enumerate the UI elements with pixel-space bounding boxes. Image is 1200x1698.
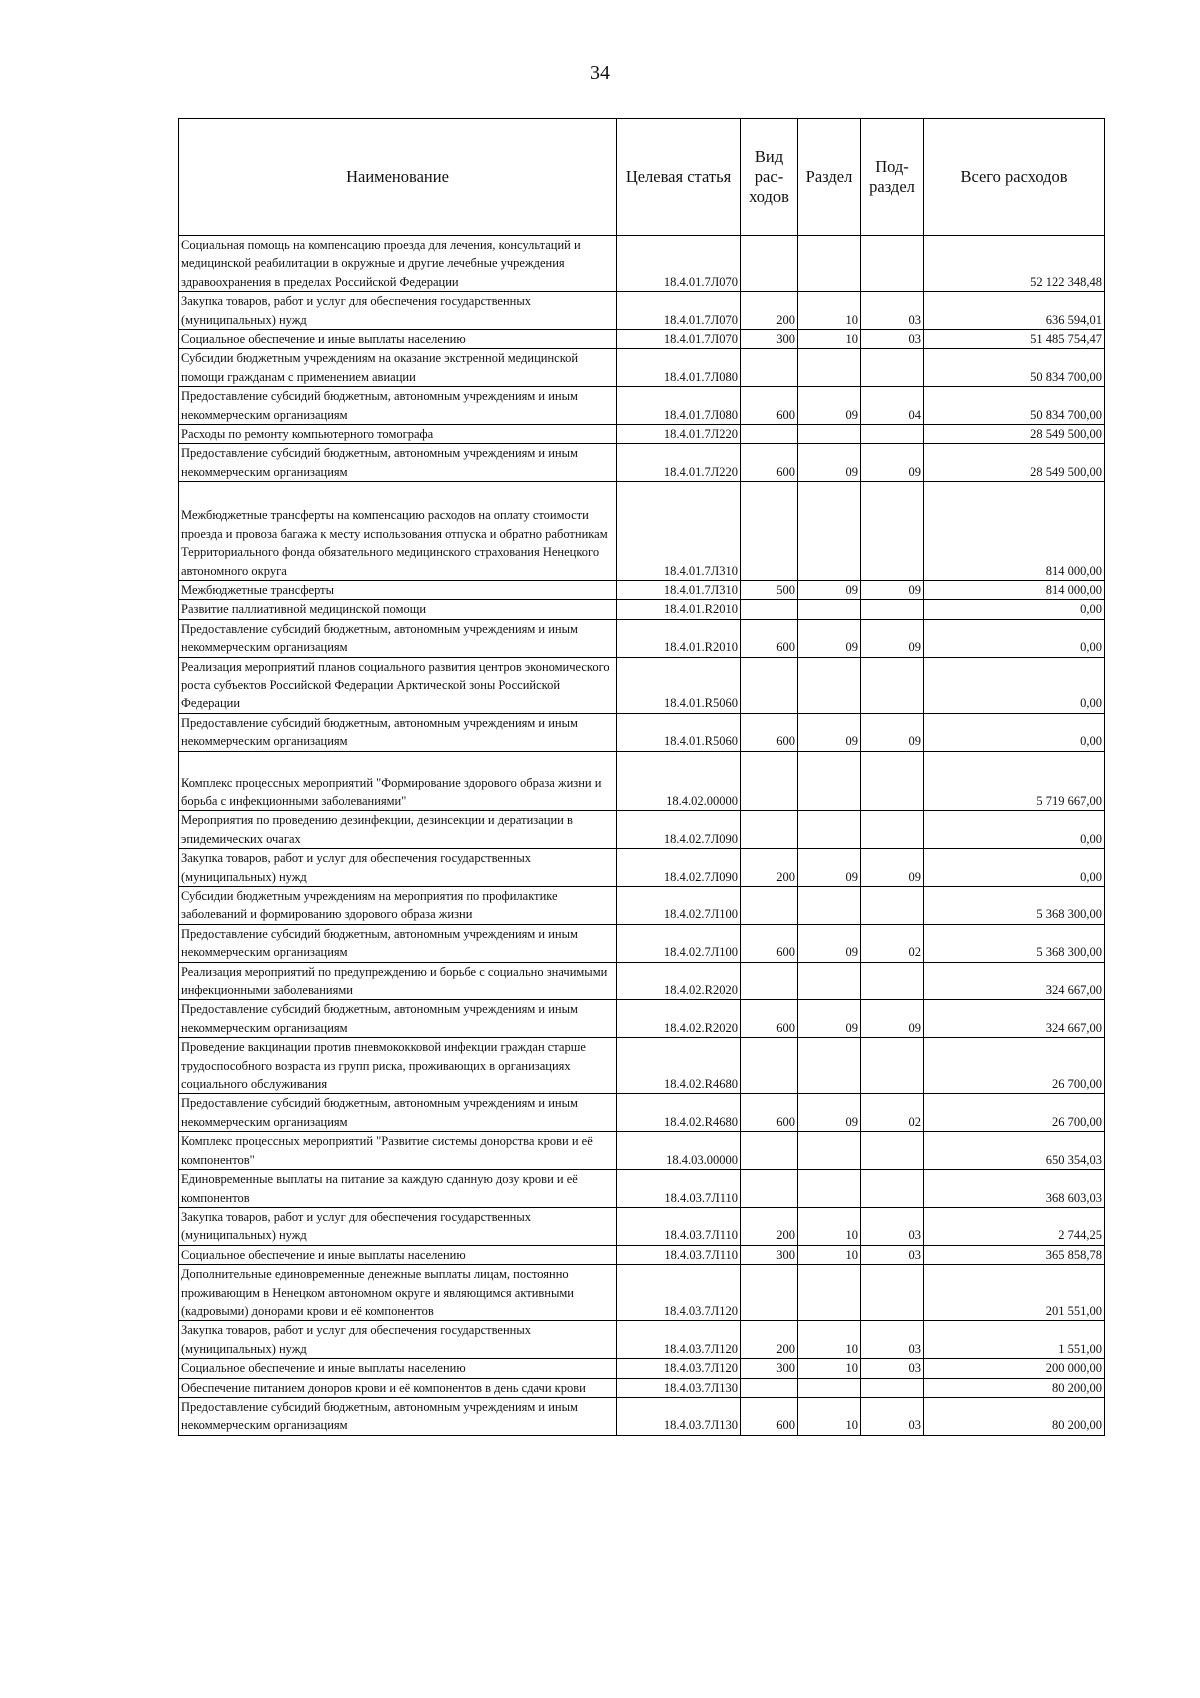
row-total-cell: 200 000,00 bbox=[924, 1359, 1105, 1378]
row-target-article-cell: 18.4.03.7Л120 bbox=[617, 1359, 741, 1378]
table-row bbox=[179, 849, 1105, 887]
table-row bbox=[179, 1132, 1105, 1170]
row-expense-type-cell: 600 bbox=[741, 619, 798, 657]
row-expense-type-cell: 600 bbox=[741, 1094, 798, 1132]
row-name-cell: Социальная помощь на компенсацию проезда для лечения, консультаций и медицинской реабилитации в окружные и другие лечебные учреждения здравоохранения в пределах Российской Федерации bbox=[179, 236, 617, 292]
row-total-cell: 365 858,78 bbox=[924, 1245, 1105, 1264]
table-row bbox=[179, 1207, 1105, 1245]
row-total-cell: 28 549 500,00 bbox=[924, 425, 1105, 444]
row-target-article-cell: 18.4.03.7Л120 bbox=[617, 1321, 741, 1359]
table-row bbox=[179, 811, 1105, 849]
row-subsection-cell: 09 bbox=[861, 713, 924, 751]
row-target-article-cell: 18.4.02.R4680 bbox=[617, 1094, 741, 1132]
table-row bbox=[179, 962, 1105, 1000]
row-section-cell bbox=[798, 349, 861, 387]
row-total-cell: 52 122 348,48 bbox=[924, 236, 1105, 292]
row-section-cell: 10 bbox=[798, 1207, 861, 1245]
row-total-cell: 0,00 bbox=[924, 600, 1105, 619]
table-row bbox=[179, 1397, 1105, 1435]
row-section-cell: 09 bbox=[798, 849, 861, 887]
row-target-article-cell: 18.4.03.7Л120 bbox=[617, 1265, 741, 1321]
row-subsection-cell: 09 bbox=[861, 580, 924, 599]
row-target-article-cell: 18.4.02.7Л100 bbox=[617, 924, 741, 962]
table-row bbox=[179, 1245, 1105, 1264]
row-target-article-cell: 18.4.01.R5060 bbox=[617, 713, 741, 751]
table-row bbox=[179, 1321, 1105, 1359]
row-subsection-cell: 03 bbox=[861, 292, 924, 330]
table-row bbox=[179, 1359, 1105, 1378]
row-expense-type-cell: 600 bbox=[741, 387, 798, 425]
row-expense-type-cell bbox=[741, 425, 798, 444]
row-name-cell: Мероприятия по проведению дезинфекции, дезинсекции и дератизации в эпидемических очагах bbox=[179, 811, 617, 849]
row-expense-type-cell bbox=[741, 349, 798, 387]
row-expense-type-cell bbox=[741, 1038, 798, 1094]
row-subsection-cell bbox=[861, 349, 924, 387]
row-expense-type-cell: 300 bbox=[741, 1359, 798, 1378]
row-target-article-cell: 18.4.01.7Л220 bbox=[617, 425, 741, 444]
row-total-cell: 324 667,00 bbox=[924, 962, 1105, 1000]
table-row bbox=[179, 1170, 1105, 1208]
row-name-cell: Предоставление субсидий бюджетным, автономным учреждениям и иным некоммерческим организациям bbox=[179, 713, 617, 751]
row-subsection-cell: 03 bbox=[861, 1359, 924, 1378]
row-name-cell: Предоставление субсидий бюджетным, автономным учреждениям и иным некоммерческим организациям bbox=[179, 444, 617, 482]
row-expense-type-cell: 600 bbox=[741, 444, 798, 482]
row-section-cell bbox=[798, 236, 861, 292]
header-total-expenses: Всего расходов bbox=[924, 119, 1105, 236]
row-target-article-cell: 18.4.02.00000 bbox=[617, 751, 741, 811]
table-row bbox=[179, 349, 1105, 387]
row-subsection-cell: 02 bbox=[861, 1094, 924, 1132]
row-name-cell: Обеспечение питанием доноров крови и её компонентов в день сдачи крови bbox=[179, 1378, 617, 1397]
row-total-cell: 814 000,00 bbox=[924, 580, 1105, 599]
row-target-article-cell: 18.4.01.R5060 bbox=[617, 657, 741, 713]
row-section-cell: 09 bbox=[798, 924, 861, 962]
row-name-cell: Предоставление субсидий бюджетным, автономным учреждениям и иным некоммерческим организациям bbox=[179, 1000, 617, 1038]
row-subsection-cell bbox=[861, 1170, 924, 1208]
row-name-cell: Социальное обеспечение и иные выплаты населению bbox=[179, 330, 617, 349]
row-expense-type-cell bbox=[741, 1170, 798, 1208]
row-section-cell bbox=[798, 1265, 861, 1321]
row-subsection-cell bbox=[861, 425, 924, 444]
row-target-article-cell: 18.4.03.7Л130 bbox=[617, 1378, 741, 1397]
row-name-cell: Закупка товаров, работ и услуг для обеспечения государственных (муниципальных) нужд bbox=[179, 849, 617, 887]
row-target-article-cell: 18.4.02.R4680 bbox=[617, 1038, 741, 1094]
row-name-cell: Субсидии бюджетным учреждениям на мероприятия по профилактике заболеваний и формированию здорового образа жизни bbox=[179, 887, 617, 925]
header-section: Раздел bbox=[798, 119, 861, 236]
row-name-cell: Субсидии бюджетным учреждениям на оказание экстренной медицинской помощи гражданам с применением авиации bbox=[179, 349, 617, 387]
row-name-cell: Межбюджетные трансферты bbox=[179, 580, 617, 599]
row-section-cell: 10 bbox=[798, 330, 861, 349]
row-section-cell: 10 bbox=[798, 292, 861, 330]
row-expense-type-cell bbox=[741, 887, 798, 925]
table-row bbox=[179, 236, 1105, 292]
row-expense-type-cell bbox=[741, 657, 798, 713]
table-row bbox=[179, 887, 1105, 925]
row-section-cell: 09 bbox=[798, 387, 861, 425]
row-expense-type-cell bbox=[741, 962, 798, 1000]
table-row bbox=[179, 387, 1105, 425]
row-target-article-cell: 18.4.01.7Л080 bbox=[617, 387, 741, 425]
row-total-cell: 80 200,00 bbox=[924, 1378, 1105, 1397]
row-target-article-cell: 18.4.03.00000 bbox=[617, 1132, 741, 1170]
row-section-cell: 10 bbox=[798, 1321, 861, 1359]
row-expense-type-cell: 600 bbox=[741, 713, 798, 751]
row-name-cell: Реализация мероприятий планов социального развития центров экономического роста субъектов Российской Федерации Арктической зоны Российской Федерации bbox=[179, 657, 617, 713]
row-section-cell bbox=[798, 1170, 861, 1208]
row-name-cell: Предоставление субсидий бюджетным, автономным учреждениям и иным некоммерческим организациям bbox=[179, 1094, 617, 1132]
row-name-cell: Реализация мероприятий по предупреждению и борьбе с социально значимыми инфекционными заболеваниями bbox=[179, 962, 617, 1000]
row-target-article-cell: 18.4.03.7Л110 bbox=[617, 1207, 741, 1245]
row-expense-type-cell bbox=[741, 811, 798, 849]
row-subsection-cell: 09 bbox=[861, 619, 924, 657]
table-row bbox=[179, 924, 1105, 962]
table-row bbox=[179, 1094, 1105, 1132]
row-subsection-cell bbox=[861, 236, 924, 292]
row-subsection-cell: 09 bbox=[861, 849, 924, 887]
row-section-cell bbox=[798, 751, 861, 811]
row-total-cell: 0,00 bbox=[924, 619, 1105, 657]
page-number: 34 bbox=[590, 62, 610, 84]
table-row bbox=[179, 444, 1105, 482]
row-target-article-cell: 18.4.03.7Л110 bbox=[617, 1245, 741, 1264]
row-section-cell bbox=[798, 425, 861, 444]
row-expense-type-cell: 500 bbox=[741, 580, 798, 599]
table-header-row bbox=[179, 119, 1105, 236]
row-expense-type-cell bbox=[741, 600, 798, 619]
row-subsection-cell: 09 bbox=[861, 1000, 924, 1038]
row-name-cell: Закупка товаров, работ и услуг для обеспечения государственных (муниципальных) нужд bbox=[179, 292, 617, 330]
row-total-cell: 28 549 500,00 bbox=[924, 444, 1105, 482]
row-expense-type-cell bbox=[741, 482, 798, 581]
row-target-article-cell: 18.4.01.7Л080 bbox=[617, 349, 741, 387]
row-target-article-cell: 18.4.01.7Л070 bbox=[617, 292, 741, 330]
row-section-cell bbox=[798, 962, 861, 1000]
row-subsection-cell: 03 bbox=[861, 330, 924, 349]
row-expense-type-cell bbox=[741, 236, 798, 292]
row-subsection-cell bbox=[861, 1038, 924, 1094]
row-section-cell bbox=[798, 657, 861, 713]
row-subsection-cell bbox=[861, 1265, 924, 1321]
row-subsection-cell: 03 bbox=[861, 1321, 924, 1359]
table-row bbox=[179, 751, 1105, 811]
row-subsection-cell: 03 bbox=[861, 1397, 924, 1435]
table-row bbox=[179, 1378, 1105, 1397]
row-expense-type-cell: 300 bbox=[741, 330, 798, 349]
header-subsection: Под- раздел bbox=[861, 119, 924, 236]
row-name-cell: Комплекс процессных мероприятий "Развитие системы донорства крови и её компонентов" bbox=[179, 1132, 617, 1170]
row-total-cell: 636 594,01 bbox=[924, 292, 1105, 330]
row-section-cell bbox=[798, 887, 861, 925]
row-target-article-cell: 18.4.01.7Л070 bbox=[617, 236, 741, 292]
row-total-cell: 50 834 700,00 bbox=[924, 349, 1105, 387]
table-row bbox=[179, 292, 1105, 330]
row-subsection-cell bbox=[861, 1132, 924, 1170]
row-expense-type-cell: 200 bbox=[741, 292, 798, 330]
row-target-article-cell: 18.4.01.7Л310 bbox=[617, 580, 741, 599]
table-row bbox=[179, 482, 1105, 581]
row-name-cell: Межбюджетные трансферты на компенсацию расходов на оплату стоимости проезда и провоза багажа к месту использования отпуска и обратно работникам Территориального фонда обязательного медицинского страхования Ненецкого автономного округа bbox=[179, 482, 617, 581]
row-name-cell: Расходы по ремонту компьютерного томографа bbox=[179, 425, 617, 444]
row-section-cell: 09 bbox=[798, 580, 861, 599]
row-name-cell: Предоставление субсидий бюджетным, автономным учреждениям и иным некоммерческим организациям bbox=[179, 387, 617, 425]
row-section-cell: 09 bbox=[798, 1000, 861, 1038]
row-total-cell: 2 744,25 bbox=[924, 1207, 1105, 1245]
row-total-cell: 1 551,00 bbox=[924, 1321, 1105, 1359]
row-name-cell: Предоставление субсидий бюджетным, автономным учреждениям и иным некоммерческим организациям bbox=[179, 1397, 617, 1435]
table-row bbox=[179, 713, 1105, 751]
row-target-article-cell: 18.4.01.R2010 bbox=[617, 619, 741, 657]
row-subsection-cell bbox=[861, 887, 924, 925]
row-name-cell: Комплекс процессных мероприятий "Формирование здорового образа жизни и борьба с инфекционными заболеваниями" bbox=[179, 751, 617, 811]
row-total-cell: 324 667,00 bbox=[924, 1000, 1105, 1038]
table-body bbox=[179, 236, 1105, 1436]
row-total-cell: 26 700,00 bbox=[924, 1094, 1105, 1132]
row-section-cell: 10 bbox=[798, 1359, 861, 1378]
row-name-cell: Развитие паллиативной медицинской помощи bbox=[179, 600, 617, 619]
row-expense-type-cell: 200 bbox=[741, 1207, 798, 1245]
row-name-cell: Закупка товаров, работ и услуг для обеспечения государственных (муниципальных) нужд bbox=[179, 1207, 617, 1245]
row-total-cell: 26 700,00 bbox=[924, 1038, 1105, 1094]
row-name-cell: Дополнительные единовременные денежные выплаты лицам, постоянно проживающим в Ненецком автономном округе и являющимся активными (кадровыми) донорами крови и её компонентов bbox=[179, 1265, 617, 1321]
row-target-article-cell: 18.4.01.R2010 bbox=[617, 600, 741, 619]
row-target-article-cell: 18.4.02.7Л100 bbox=[617, 887, 741, 925]
row-expense-type-cell: 300 bbox=[741, 1245, 798, 1264]
row-subsection-cell bbox=[861, 962, 924, 1000]
row-subsection-cell: 04 bbox=[861, 387, 924, 425]
row-expense-type-cell: 600 bbox=[741, 1000, 798, 1038]
row-subsection-cell bbox=[861, 811, 924, 849]
row-total-cell: 80 200,00 bbox=[924, 1397, 1105, 1435]
table-row bbox=[179, 580, 1105, 599]
row-subsection-cell bbox=[861, 1378, 924, 1397]
table-row bbox=[179, 425, 1105, 444]
table-row bbox=[179, 1000, 1105, 1038]
row-subsection-cell: 02 bbox=[861, 924, 924, 962]
row-target-article-cell: 18.4.02.7Л090 bbox=[617, 849, 741, 887]
row-target-article-cell: 18.4.01.7Л310 bbox=[617, 482, 741, 581]
table-row bbox=[179, 619, 1105, 657]
row-subsection-cell bbox=[861, 600, 924, 619]
row-target-article-cell: 18.4.01.7Л220 bbox=[617, 444, 741, 482]
header-expense-type: Вид рас- ходов bbox=[741, 119, 798, 236]
table-row bbox=[179, 600, 1105, 619]
row-target-article-cell: 18.4.02.7Л090 bbox=[617, 811, 741, 849]
row-total-cell: 650 354,03 bbox=[924, 1132, 1105, 1170]
table-row bbox=[179, 1038, 1105, 1094]
table-row bbox=[179, 1265, 1105, 1321]
row-total-cell: 5 719 667,00 bbox=[924, 751, 1105, 811]
row-name-cell: Закупка товаров, работ и услуг для обеспечения государственных (муниципальных) нужд bbox=[179, 1321, 617, 1359]
row-target-article-cell: 18.4.03.7Л130 bbox=[617, 1397, 741, 1435]
row-target-article-cell: 18.4.02.R2020 bbox=[617, 1000, 741, 1038]
row-expense-type-cell: 200 bbox=[741, 849, 798, 887]
table-row bbox=[179, 330, 1105, 349]
row-total-cell: 5 368 300,00 bbox=[924, 924, 1105, 962]
row-total-cell: 0,00 bbox=[924, 657, 1105, 713]
table-row bbox=[179, 657, 1105, 713]
row-total-cell: 201 551,00 bbox=[924, 1265, 1105, 1321]
row-section-cell bbox=[798, 811, 861, 849]
row-total-cell: 5 368 300,00 bbox=[924, 887, 1105, 925]
row-section-cell: 10 bbox=[798, 1397, 861, 1435]
row-expense-type-cell bbox=[741, 1265, 798, 1321]
row-subsection-cell: 03 bbox=[861, 1207, 924, 1245]
header-target-article: Целевая статья bbox=[617, 119, 741, 236]
row-total-cell: 0,00 bbox=[924, 849, 1105, 887]
row-target-article-cell: 18.4.01.7Л070 bbox=[617, 330, 741, 349]
row-subsection-cell: 03 bbox=[861, 1245, 924, 1264]
row-name-cell: Социальное обеспечение и иные выплаты населению bbox=[179, 1245, 617, 1264]
row-section-cell bbox=[798, 482, 861, 581]
row-name-cell: Единовременные выплаты на питание за каждую сданную дозу крови и её компонентов bbox=[179, 1170, 617, 1208]
budget-table bbox=[178, 118, 1105, 1436]
row-expense-type-cell: 600 bbox=[741, 924, 798, 962]
row-total-cell: 0,00 bbox=[924, 713, 1105, 751]
row-total-cell: 51 485 754,47 bbox=[924, 330, 1105, 349]
row-section-cell: 09 bbox=[798, 619, 861, 657]
row-subsection-cell: 09 bbox=[861, 444, 924, 482]
row-total-cell: 0,00 bbox=[924, 811, 1105, 849]
row-expense-type-cell bbox=[741, 1378, 798, 1397]
row-name-cell: Предоставление субсидий бюджетным, автономным учреждениям и иным некоммерческим организациям bbox=[179, 924, 617, 962]
row-subsection-cell bbox=[861, 751, 924, 811]
row-target-article-cell: 18.4.03.7Л110 bbox=[617, 1170, 741, 1208]
row-name-cell: Предоставление субсидий бюджетным, автономным учреждениям и иным некоммерческим организациям bbox=[179, 619, 617, 657]
row-name-cell: Проведение вакцинации против пневмококковой инфекции граждан старше трудоспособного возраста из групп риска, проживающих в организациях социального обслуживания bbox=[179, 1038, 617, 1094]
row-section-cell: 09 bbox=[798, 713, 861, 751]
row-section-cell bbox=[798, 1132, 861, 1170]
row-section-cell: 09 bbox=[798, 1094, 861, 1132]
row-section-cell bbox=[798, 1378, 861, 1397]
row-subsection-cell bbox=[861, 482, 924, 581]
row-total-cell: 368 603,03 bbox=[924, 1170, 1105, 1208]
header-name: Наименование bbox=[179, 119, 617, 236]
row-section-cell: 09 bbox=[798, 444, 861, 482]
row-expense-type-cell bbox=[741, 1132, 798, 1170]
row-section-cell bbox=[798, 1038, 861, 1094]
row-name-cell: Социальное обеспечение и иные выплаты населению bbox=[179, 1359, 617, 1378]
row-expense-type-cell bbox=[741, 751, 798, 811]
row-total-cell: 814 000,00 bbox=[924, 482, 1105, 581]
row-expense-type-cell: 600 bbox=[741, 1397, 798, 1435]
row-subsection-cell bbox=[861, 657, 924, 713]
row-expense-type-cell: 200 bbox=[741, 1321, 798, 1359]
row-section-cell: 10 bbox=[798, 1245, 861, 1264]
row-section-cell bbox=[798, 600, 861, 619]
row-total-cell: 50 834 700,00 bbox=[924, 387, 1105, 425]
row-target-article-cell: 18.4.02.R2020 bbox=[617, 962, 741, 1000]
